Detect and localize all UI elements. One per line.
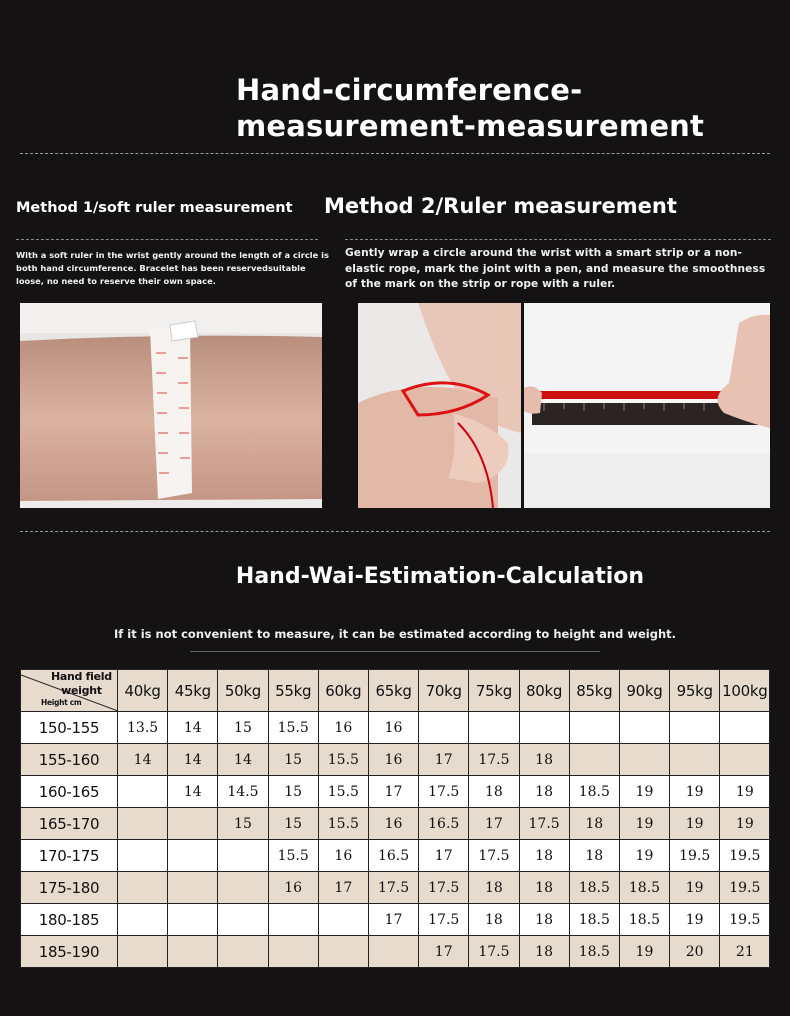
method2-description: Gently wrap a circle around the wrist with a smart strip or a non-elastic rope, mark the joint with a pen, and measure the smoothness of the mark on the strip or rope with a ruler. (345, 247, 766, 290)
hand-size-cell: 21 (720, 936, 770, 968)
height-range-cell: 155-160 (21, 744, 118, 776)
weight-header: 60kg (318, 670, 368, 712)
method2-divider (345, 239, 771, 240)
hand-size-cell (318, 936, 368, 968)
hand-size-cell: 17.5 (419, 904, 469, 936)
method1-description: With a soft ruler in the wrist gently around the length of a circle is both hand circumference. Bracelet has been reservedsuitable loose, no need to reserve their own space. (16, 250, 329, 286)
hand-size-cell: 15.5 (268, 712, 318, 744)
hand-size-cell: 17 (419, 744, 469, 776)
height-range-cell: 185-190 (21, 936, 118, 968)
hand-size-cell: 17.5 (368, 872, 418, 904)
hand-size-cell (569, 712, 619, 744)
table-row (21, 872, 770, 904)
hand-size-cell: 17 (419, 840, 469, 872)
hand-size-cell (118, 872, 168, 904)
hand-size-cell: 17.5 (419, 776, 469, 808)
hand-size-cell: 17.5 (469, 936, 519, 968)
corner-height-label: Height cm (41, 698, 82, 707)
hand-size-cell (619, 712, 669, 744)
hand-size-cell (519, 712, 569, 744)
weight-header: 70kg (419, 670, 469, 712)
hand-size-cell: 14 (168, 712, 218, 744)
hand-size-cell: 18 (519, 776, 569, 808)
hand-size-cell: 18 (519, 904, 569, 936)
hand-size-cell: 19.5 (720, 872, 770, 904)
hand-size-cell: 14 (168, 776, 218, 808)
hand-size-cell: 17 (318, 872, 368, 904)
hand-size-cell: 15 (268, 744, 318, 776)
hand-size-cell: 18.5 (619, 904, 669, 936)
hand-size-cell: 18 (469, 776, 519, 808)
corner-weight-label (51, 670, 112, 698)
hand-size-cell: 16.5 (368, 840, 418, 872)
height-range-cell: 175-180 (21, 872, 118, 904)
height-range-cell: 180-185 (21, 904, 118, 936)
hand-size-cell (469, 712, 519, 744)
hand-size-cell: 16 (368, 712, 418, 744)
estimation-subtitle: If it is not convenient to measure, it can be estimated according to height and weight. (114, 627, 676, 641)
table-row (21, 712, 770, 744)
hand-size-cell: 19 (619, 936, 669, 968)
hand-size-cell: 17.5 (469, 744, 519, 776)
hand-size-cell: 18 (569, 808, 619, 840)
hand-size-cell: 19 (670, 872, 720, 904)
hand-size-cell: 15 (218, 712, 268, 744)
table-row (21, 840, 770, 872)
hand-size-cell: 15 (268, 808, 318, 840)
hand-size-cell: 18 (519, 936, 569, 968)
hand-size-cell: 19 (720, 808, 770, 840)
divider-top (20, 153, 770, 154)
method2-title: Method 2/Ruler measurement (324, 194, 677, 218)
hand-size-cell: 15 (268, 776, 318, 808)
hand-size-cell: 19 (619, 840, 669, 872)
hand-size-cell (168, 872, 218, 904)
page-title-line-1: Hand-circumference- (236, 73, 583, 107)
hand-size-cell (720, 744, 770, 776)
table-header-row (21, 670, 770, 712)
hand-size-cell: 15.5 (318, 776, 368, 808)
hand-size-cell: 18 (569, 840, 619, 872)
hand-size-cell (419, 712, 469, 744)
hand-size-cell (168, 808, 218, 840)
height-range-cell: 165-170 (21, 808, 118, 840)
weight-header: 65kg (368, 670, 418, 712)
hand-size-cell (368, 936, 418, 968)
hand-size-cell: 16 (268, 872, 318, 904)
weight-header: 90kg (619, 670, 669, 712)
page-title (236, 72, 704, 144)
hand-size-cell: 19.5 (720, 840, 770, 872)
hand-size-cell (118, 808, 168, 840)
table-row (21, 808, 770, 840)
hand-size-cell (670, 712, 720, 744)
hand-size-cell (268, 904, 318, 936)
hand-size-cell (218, 872, 268, 904)
hand-size-cell (720, 712, 770, 744)
hand-size-cell: 18 (469, 904, 519, 936)
hand-size-cell: 17 (368, 776, 418, 808)
hand-size-cell: 16 (368, 744, 418, 776)
corner-weight-label-line-2: weight (61, 684, 102, 697)
height-range-cell: 150-155 (21, 712, 118, 744)
hand-size-cell: 14 (168, 744, 218, 776)
hand-size-cell: 18.5 (569, 936, 619, 968)
hand-size-cell: 18 (519, 840, 569, 872)
hand-size-cell: 17.5 (519, 808, 569, 840)
divider-middle (20, 531, 770, 532)
hand-size-cell: 19 (619, 808, 669, 840)
hand-size-cell (168, 904, 218, 936)
hand-size-cell (218, 840, 268, 872)
hand-size-cell: 14 (218, 744, 268, 776)
hand-size-cell: 16 (368, 808, 418, 840)
hand-size-cell: 15 (218, 808, 268, 840)
hand-size-cell (569, 744, 619, 776)
hand-size-cell: 13.5 (118, 712, 168, 744)
size-estimation-table (20, 669, 770, 968)
hand-size-cell: 16.5 (419, 808, 469, 840)
method1-title: Method 1/soft ruler measurement (16, 200, 293, 216)
hand-size-cell (218, 904, 268, 936)
hand-size-cell (670, 744, 720, 776)
hand-size-cell (118, 936, 168, 968)
table-corner-header (21, 670, 118, 712)
hand-size-cell: 15.5 (318, 744, 368, 776)
hand-size-cell: 17.5 (469, 840, 519, 872)
hand-size-cell: 20 (670, 936, 720, 968)
hand-size-cell: 15.5 (318, 808, 368, 840)
weight-header: 45kg (168, 670, 218, 712)
hand-size-cell: 18.5 (619, 872, 669, 904)
weight-header: 100kg (720, 670, 770, 712)
hand-size-cell: 17.5 (419, 872, 469, 904)
weight-header: 95kg (670, 670, 720, 712)
weight-header: 55kg (268, 670, 318, 712)
hand-size-cell: 19 (720, 776, 770, 808)
hand-size-cell: 16 (318, 840, 368, 872)
hand-size-cell: 19.5 (720, 904, 770, 936)
estimation-title: Hand-Wai-Estimation-Calculation (235, 564, 645, 589)
table-row (21, 936, 770, 968)
soft-ruler-wrist-photo (20, 303, 322, 508)
hand-size-cell (118, 840, 168, 872)
hand-size-cell (118, 776, 168, 808)
weight-header: 75kg (469, 670, 519, 712)
rope-wrist-photo (358, 303, 521, 508)
hand-size-cell: 19.5 (670, 840, 720, 872)
hand-size-cell: 18 (469, 872, 519, 904)
page-title-line-2: measurement-measurement (236, 109, 705, 143)
hand-size-cell: 17 (469, 808, 519, 840)
hand-size-cell (118, 904, 168, 936)
hand-size-cell: 14 (118, 744, 168, 776)
hand-size-cell: 19 (670, 776, 720, 808)
hand-size-cell: 18.5 (569, 872, 619, 904)
weight-header: 80kg (519, 670, 569, 712)
hand-size-cell: 18 (519, 872, 569, 904)
height-range-cell: 170-175 (21, 840, 118, 872)
method1-divider (16, 239, 318, 240)
corner-weight-label-line-1: Hand field (51, 670, 112, 683)
hand-size-cell (168, 840, 218, 872)
weight-header: 40kg (118, 670, 168, 712)
hand-size-cell: 15.5 (268, 840, 318, 872)
hand-size-cell (168, 936, 218, 968)
hand-size-cell: 19 (619, 776, 669, 808)
hand-size-cell: 18.5 (569, 904, 619, 936)
table-row (21, 744, 770, 776)
height-range-cell: 160-165 (21, 776, 118, 808)
ruler-strip-photo (524, 303, 770, 508)
hand-size-cell (619, 744, 669, 776)
hand-size-cell: 18.5 (569, 776, 619, 808)
table-row (21, 776, 770, 808)
hand-size-cell: 17 (419, 936, 469, 968)
hand-size-cell: 19 (670, 808, 720, 840)
hand-size-cell: 14.5 (218, 776, 268, 808)
hand-size-cell (268, 936, 318, 968)
hand-size-cell: 17 (368, 904, 418, 936)
hand-size-cell (318, 904, 368, 936)
weight-header: 85kg (569, 670, 619, 712)
weight-header: 50kg (218, 670, 268, 712)
hand-size-cell: 18 (519, 744, 569, 776)
hand-size-cell: 19 (670, 904, 720, 936)
subtitle-underline (190, 651, 600, 652)
hand-size-cell: 16 (318, 712, 368, 744)
table-body (21, 712, 770, 968)
hand-size-cell (218, 936, 268, 968)
table-row (21, 904, 770, 936)
